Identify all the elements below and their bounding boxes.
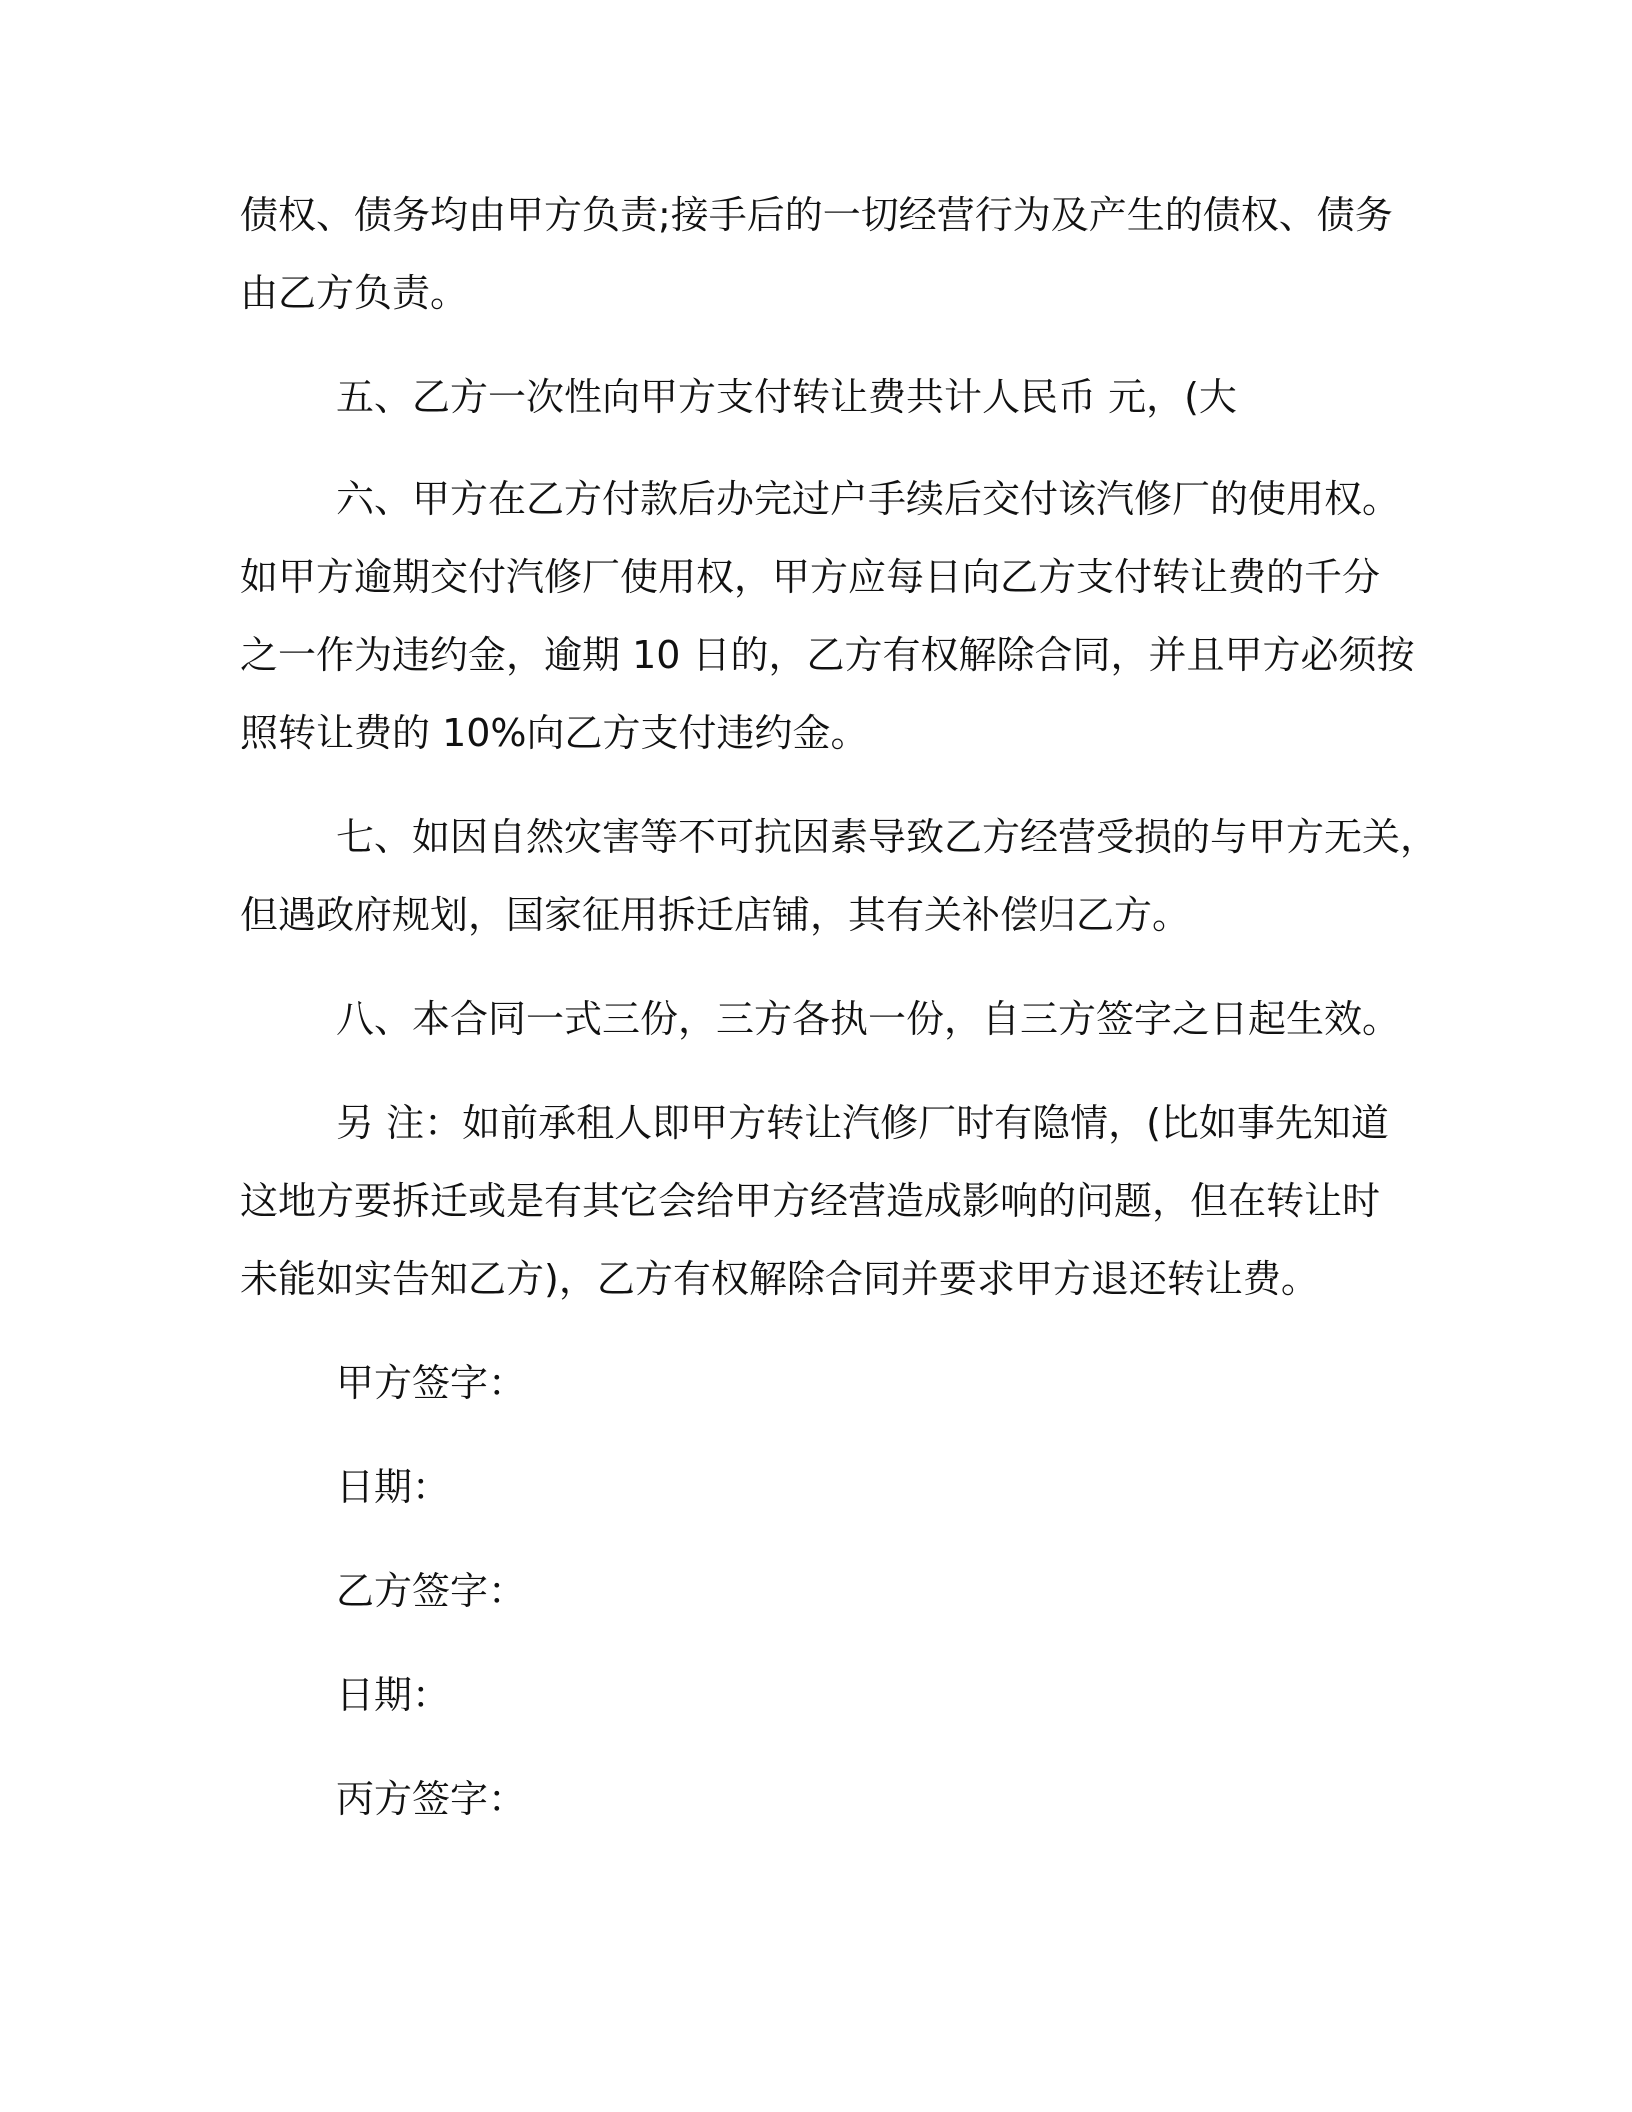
party-b-date-label: 日期：: [336, 1673, 451, 1717]
text-line-6: 之一作为违约金，逾期 10 日的，乙方有权解除合同，并且甲方必须按: [240, 633, 1415, 677]
text-line-12: 这地方要拆迁或是有其它会给甲方经营造成影响的问题，但在转让时: [240, 1179, 1381, 1223]
text-line-7: 照转让费的 10%向乙方支付违约金。: [240, 711, 869, 755]
note-line: 另 注：如前承租人即甲方转让汽修厂时有隐情，(比如事先知道: [336, 1101, 1389, 1145]
text-line-1: 债权、债务均由甲方负责;接手后的一切经营行为及产生的债权、债务: [240, 193, 1393, 237]
party-a-date-label: 日期：: [336, 1465, 451, 1509]
clause-eight: 八、本合同一式三份，三方各执一份，自三方签字之日起生效。: [336, 997, 1401, 1041]
text-line-9: 但遇政府规划，国家征用拆迁店铺，其有关补偿归乙方。: [240, 893, 1191, 937]
clause-seven: 七、如因自然灾害等不可抗因素导致乙方经营受损的与甲方无关，: [336, 815, 1439, 859]
text-line-5: 如甲方逾期交付汽修厂使用权，甲方应每日向乙方支付转让费的千分: [240, 555, 1381, 599]
clause-six: 六、甲方在乙方付款后办完过户手续后交付该汽修厂的使用权。: [336, 477, 1401, 521]
text-line-13: 未能如实告知乙方)，乙方有权解除合同并要求甲方退还转让费。: [240, 1257, 1319, 1301]
party-b-signature-label: 乙方签字：: [336, 1569, 527, 1613]
text-line-2: 由乙方负责。: [240, 271, 469, 315]
party-c-signature-label: 丙方签字：: [336, 1777, 527, 1821]
clause-five: 五、乙方一次性向甲方支付转让费共计人民币 元，(大: [336, 375, 1237, 419]
party-a-signature-label: 甲方签字：: [336, 1361, 527, 1405]
